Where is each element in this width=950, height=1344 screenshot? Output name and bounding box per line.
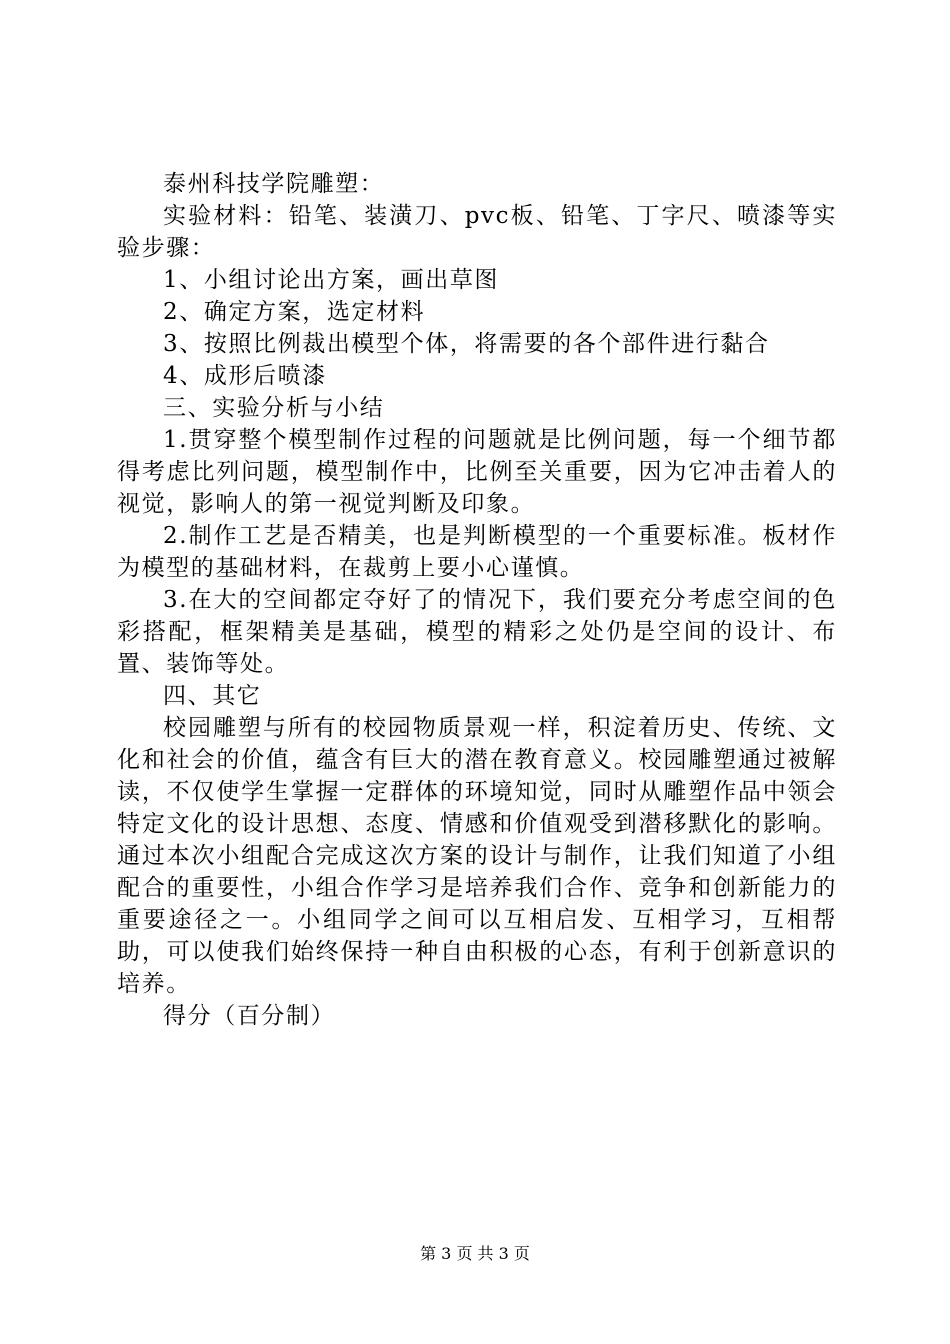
step-1: 1、小组讨论出方案，画出草图 (163, 267, 500, 293)
document-body (117, 168, 837, 1032)
heading-sculpture-title: 泰州科技学院雕塑： (163, 171, 385, 197)
section-heading-other: 四、其它 (163, 683, 262, 709)
page-footer: 第 3 页 共 3 页 (420, 1244, 530, 1263)
analysis-point-2: 2.制作工艺是否精美，也是判断模型的一个重要标准。板材作为模型的基础材料，在裁剪上要小心谨慎。 (117, 523, 837, 581)
paragraph-other: 校园雕塑与所有的校园物质景观一样，积淀着历史、传统、文化和社会的价值，蕴含有巨大的潜在教育意义。校园雕塑通过被解读，不仅使学生掌握一定群体的环境知觉，同时从雕塑作品中领会特定文化的设计思想、态度、情感和价值观受到潜移默化的影响。通过本次小组配合完成这次方案的设计与制作，让我们知道了小组配合的重要性，小组合作学习是培养我们合作、竞争和创新能力的重要途径之一。小组同学之间可以互相启发、互相学习，互相帮助，可以使我们始终保持一种自由积极的心态，有利于创新意识的培养。 (117, 715, 837, 997)
analysis-point-1: 1.贯穿整个模型制作过程的问题就是比例问题，每一个细节都得考虑比列问题，模型制作中，比例至关重要，因为它冲击着人的视觉，影响人的第一视觉判断及印象。 (117, 427, 837, 517)
score-label: 得分（百分制） (163, 1003, 336, 1029)
step-2: 2、确定方案，选定材料 (163, 299, 426, 325)
section-heading-analysis: 三、实验分析与小结 (163, 395, 385, 421)
step-3: 3、按照比例裁出模型个体，将需要的各个部件进行黏合 (163, 331, 770, 357)
analysis-point-3: 3.在大的空间都定夺好了的情况下，我们要充分考虑空间的色彩搭配，框架精美是基础，模型的精彩之处仍是空间的设计、布置、装饰等处。 (117, 587, 837, 677)
step-4: 4、成形后喷漆 (163, 363, 327, 389)
paragraph-materials: 实验材料：铅笔、装潢刀、pvc板、铅笔、丁字尺、喷漆等实验步骤： (117, 203, 837, 261)
